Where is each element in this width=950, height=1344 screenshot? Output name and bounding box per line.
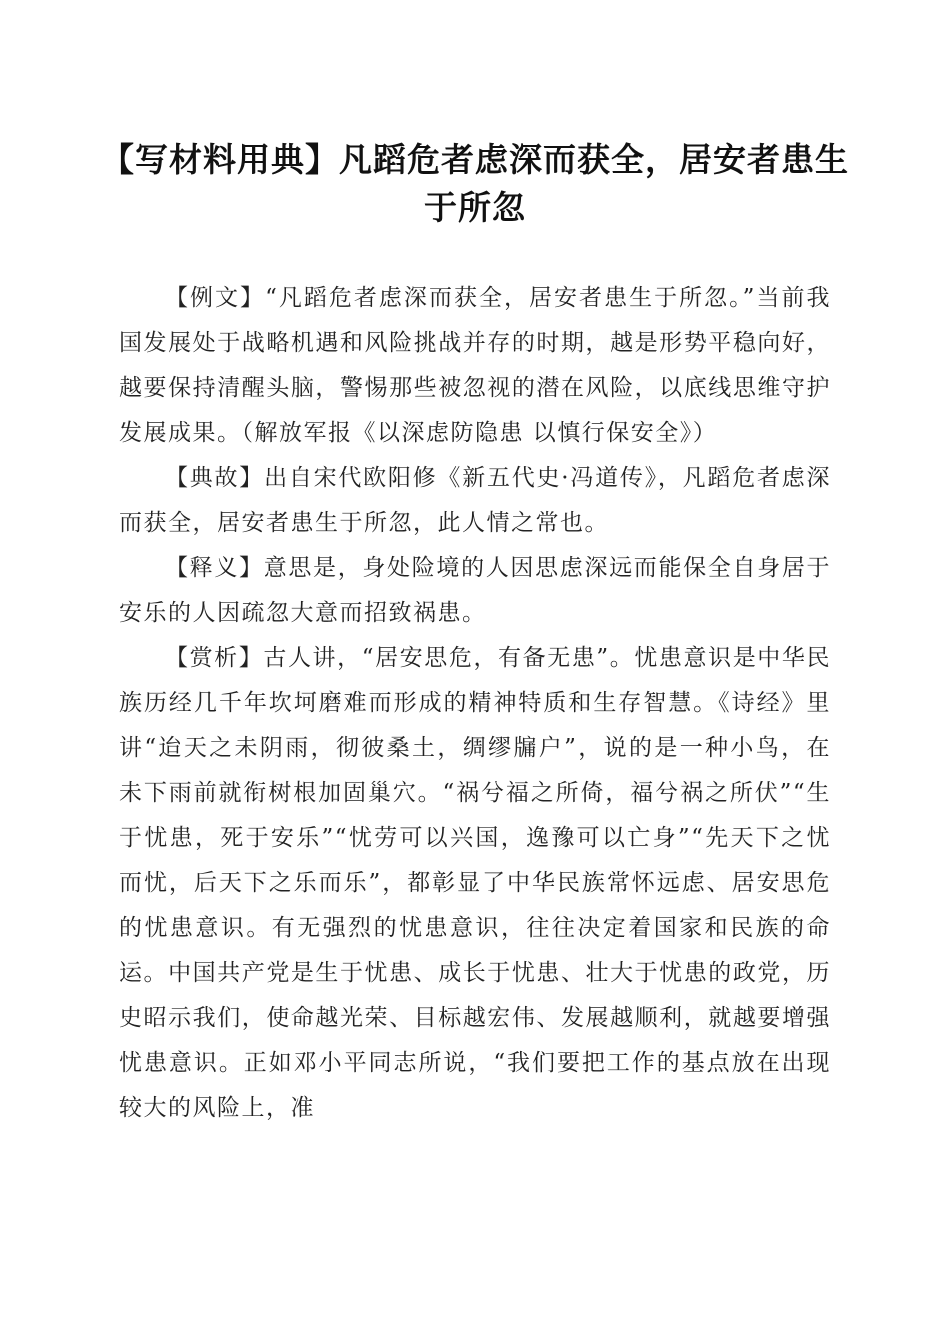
paragraph-example: 【例文】“凡蹈危者虑深而获全，居安者患生于所忽。”当前我国发展处于战略机遇和风险挑战并存的时期，越是形势平稳向好，越要保持清醒头脑，警惕那些被忽视的潜在风险，以底线思维守护发展成果。（解放军报《以深虑防隐患 以慎行保安全》）: [119, 285, 831, 446]
paragraph-meaning: 【释义】意思是，身处险境的人因思虑深远而能保全自身居于安乐的人因疏忽大意而招致祸患。: [119, 555, 831, 626]
paragraph-appreciation: 【赏析】古人讲，“居安思危，有备无患”。忧患意识是中华民族历经几千年坎坷磨难而形成的精神特质和生存智慧。《诗经》里讲“迨天之未阴雨，彻彼桑土，绸缪牖户”，说的是一种小鸟，在未下雨前就衔树根加固巢穴。“祸兮福之所倚，福兮祸之所伏”“生于忧患，死于安乐”“忧劳可以兴国，逸豫可以亡身”“先天下之忧而忧，后天下之乐而乐”，都彰显了中华民族常怀远虑、居安思危的忧患意识。有无强烈的忧患意识，往往决定着国家和民族的命运。中国共产党是生于忧患、成长于忧患、壮大于忧患的政党，历史昭示我们，使命越光荣、目标越宏伟、发展越顺利，就越要增强忧患意识。正如邓小平同志所说，“我们要把工作的基点放在出现较大的风险上，准: [119, 645, 831, 1121]
document-body: [119, 276, 831, 1131]
document-title: 【写材料用典】凡蹈危者虑深而获全，居安者患生于所忽: [101, 140, 849, 227]
paragraph-origin: 【典故】出自宋代欧阳修《新五代史·冯道传》，凡蹈危者虑深而获全，居安者患生于所忽，此人情之常也。: [119, 465, 831, 536]
